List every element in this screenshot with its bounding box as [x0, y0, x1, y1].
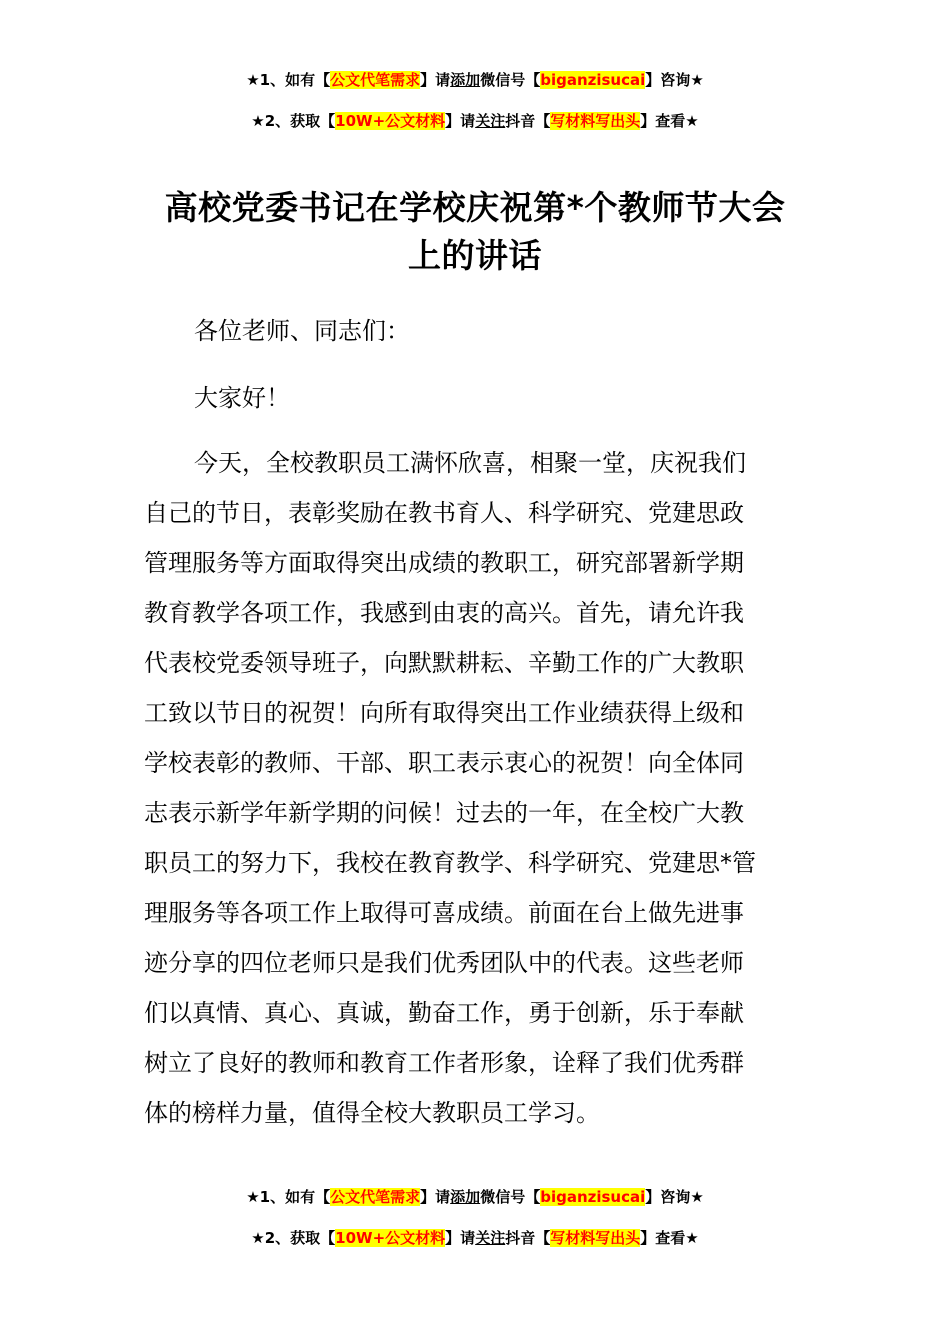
body-line: 迹分享的四位老师只是我们优秀团队中的代表。这些老师: [144, 949, 744, 977]
star-icon: ★: [690, 71, 704, 89]
highlight-wechat-id: biganzisucai: [540, 1188, 646, 1206]
highlight-service: 公文代笔需求: [330, 1188, 421, 1206]
highlight-douyin-id: 写材料写出头: [550, 1229, 641, 1247]
highlight-materials: 10W+公文材料: [335, 1229, 446, 1247]
body-line: 理服务等各项工作上取得可喜成绩。前面在台上做先进事: [144, 899, 744, 927]
highlight-materials: 10W+公文材料: [335, 112, 446, 130]
body-line: 职员工的努力下，我校在教育教学、科学研究、党建思*管: [144, 849, 756, 877]
body-line: 树立了良好的教师和教育工作者形象，诠释了我们优秀群: [144, 1049, 744, 1077]
star-icon: ★: [685, 1229, 699, 1247]
salutation: 各位老师、同志们：: [194, 317, 410, 345]
body-paragraph: [144, 438, 816, 1138]
star-icon: ★: [685, 112, 699, 130]
body-line: 学校表彰的教师、干部、职工表示衷心的祝贺！向全体同: [144, 749, 744, 777]
greeting: 大家好！: [194, 384, 290, 412]
body-line: 工致以节日的祝贺！向所有取得突出工作业绩获得上级和: [144, 699, 744, 727]
title-line: 高校党委书记在学校庆祝第*个教师节大会: [164, 188, 786, 227]
star-icon: ★: [251, 1229, 265, 1247]
title-line: 上的讲话: [408, 236, 542, 275]
star-icon: ★: [246, 1188, 260, 1206]
body-line: 体的榜样力量，值得全校大教职员工学习。: [144, 1099, 600, 1127]
highlight-douyin-id: 写材料写出头: [550, 112, 641, 130]
header-promo-line-1: ★1、如有【公文代笔需求】请添加微信号【biganzisucai】咨询★: [246, 71, 704, 89]
star-icon: ★: [251, 112, 265, 130]
body-line: 代表校党委领导班子，向默默耕耘、辛勤工作的广大教职: [144, 649, 744, 677]
body-line: 管理服务等方面取得突出成绩的教职工，研究部署新学期: [144, 549, 744, 577]
highlight-wechat-id: biganzisucai: [540, 71, 646, 89]
footer-promo-line-1: ★1、如有【公文代笔需求】请添加微信号【biganzisucai】咨询★: [246, 1188, 704, 1206]
star-icon: ★: [246, 71, 260, 89]
footer-promo-line-2: ★2、获取【10W+公文材料】请关注抖音【写材料写出头】查看★: [251, 1229, 699, 1247]
body-line: 教育教学各项工作，我感到由衷的高兴。首先，请允许我: [144, 599, 744, 627]
body-line: 自己的节日，表彰奖励在教书育人、科学研究、党建思政: [144, 499, 744, 527]
highlight-service: 公文代笔需求: [330, 71, 421, 89]
star-icon: ★: [690, 1188, 704, 1206]
body-line: 们以真情、真心、真诚，勤奋工作，勇于创新，乐于奉献: [144, 999, 744, 1027]
header-promo-line-2: ★2、获取【10W+公文材料】请关注抖音【写材料写出头】查看★: [251, 112, 699, 130]
document-title: [120, 184, 830, 280]
body-line: 志表示新学年新学期的问候！过去的一年，在全校广大教: [144, 799, 744, 827]
body-line: 今天，全校教职员工满怀欣喜，相聚一堂，庆祝我们: [194, 449, 746, 477]
